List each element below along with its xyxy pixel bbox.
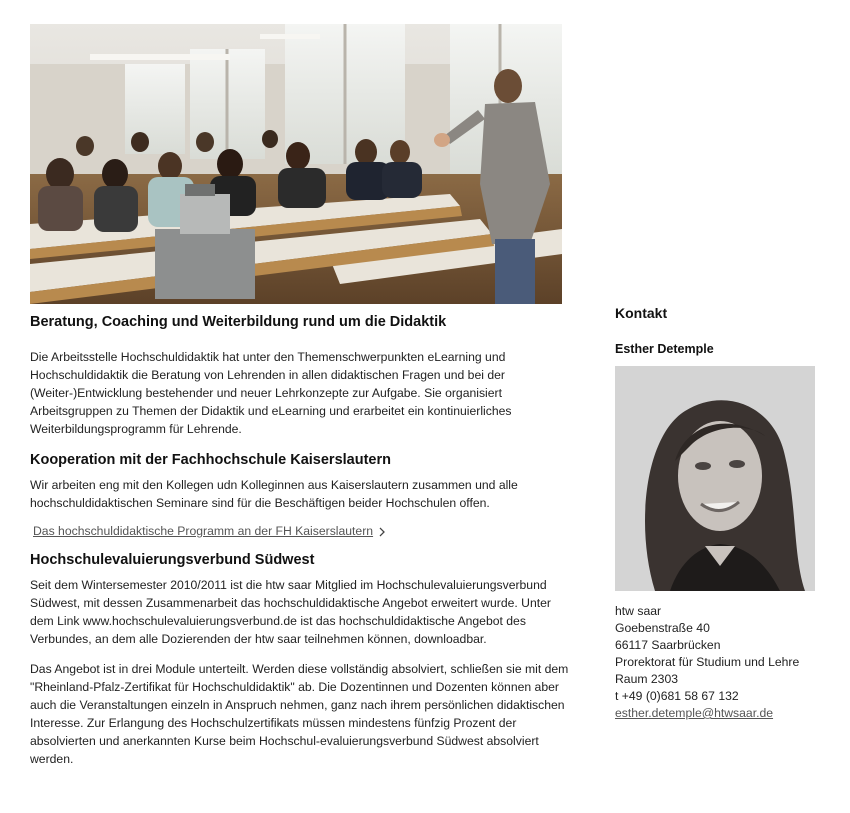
main-content [30,24,590,768]
link-fh-kaiserslautern[interactable]: Das hochschuldidaktische Programm an der FH Kaiserslautern [33,524,374,538]
paragraph-kooperation: Wir arbeiten eng mit den Kollegen udn Kolleginnen aus Kaiserslautern zusammen und alle hochschuldidaktischen Seminare sind für die Beschäftigen beider Hochschulen offen. [30,478,518,510]
paragraph-intro: Die Arbeitsstelle Hochschuldidaktik hat unter den Themenschwerpunkten eLearning und Hochschuldidaktik die Beratung von Lehrenden in allen didaktischen Fragen und bei der (Weiter-)Entwicklung bestehender und neuer Lehrkonzepte zur Aufgabe. Sie organisiert Arbeitsgruppen zu Themen der Didaktik und eLearning und erarbeitet ein kontinuierliches Weiterbildungsprogramm für Lehrende. [30,350,512,436]
contact-address [615,603,799,722]
heading-hochschulevaluierungsverbund: Hochschulevaluierungsverbund Südwest [30,552,315,568]
heading-kooperation: Kooperation mit der Fachhochschule Kaiserslautern [30,452,391,468]
chevron-right-icon [378,527,386,537]
paragraph-module: Das Angebot ist in drei Module unterteilt. Werden diese vollständig absolviert, schließen sie mit dem "Rheinland-Pfalz-Zertifikat für Hochschuldidaktik" ab. Die Dozentinnen und Dozenten können aber auch die Veranstaltungen einzeln in Anspruch nehmen, ganz nach ihrem persönlichen didaktischen Interesse. Zur Erlangung des Hochschulzertifikats müssen mindestens fünfzig Prozent der absolvierten und anerkannten Kurse beim Hochschul-evaluierungsverbund Südwest absolviert werden. [30,662,569,766]
paragraph-verbund: Seit dem Wintersemester 2010/2011 ist die htw saar Mitglied im Hochschulevaluierungsverbund Südwest, mit dessen Zusammenarbeit das hochschuldidaktische Angebot erweitert wurde. Unter dem Link www.hochschulevaluierungsverbund.de ist das hochschuldidaktische Angebot des Verbundes, an dem alle Dozierenden der htw saar teilnehmen können, downloadbar. [30,578,551,646]
contact-name: Esther Detemple [615,342,714,356]
contact-phone: t +49 (0)681 58 67 132 [615,689,739,703]
contact-email-link[interactable]: esther.detemple@htwsaar.de [615,706,774,720]
contact-street: Goebenstraße 40 [615,621,710,635]
link-row [30,524,590,538]
contact-portrait [615,366,815,591]
contact-title: Kontakt [615,305,668,321]
contact-org: htw saar [615,604,662,618]
lecture-hall-photo [30,24,562,304]
contact-dept: Prorektorat für Studium und Lehre [615,655,800,669]
heading-beratung: Beratung, Coaching und Weiterbildung rund um die Didaktik [30,314,447,330]
contact-city: 66117 Saarbrücken [615,638,721,652]
contact-room: Raum 2303 [615,672,679,686]
